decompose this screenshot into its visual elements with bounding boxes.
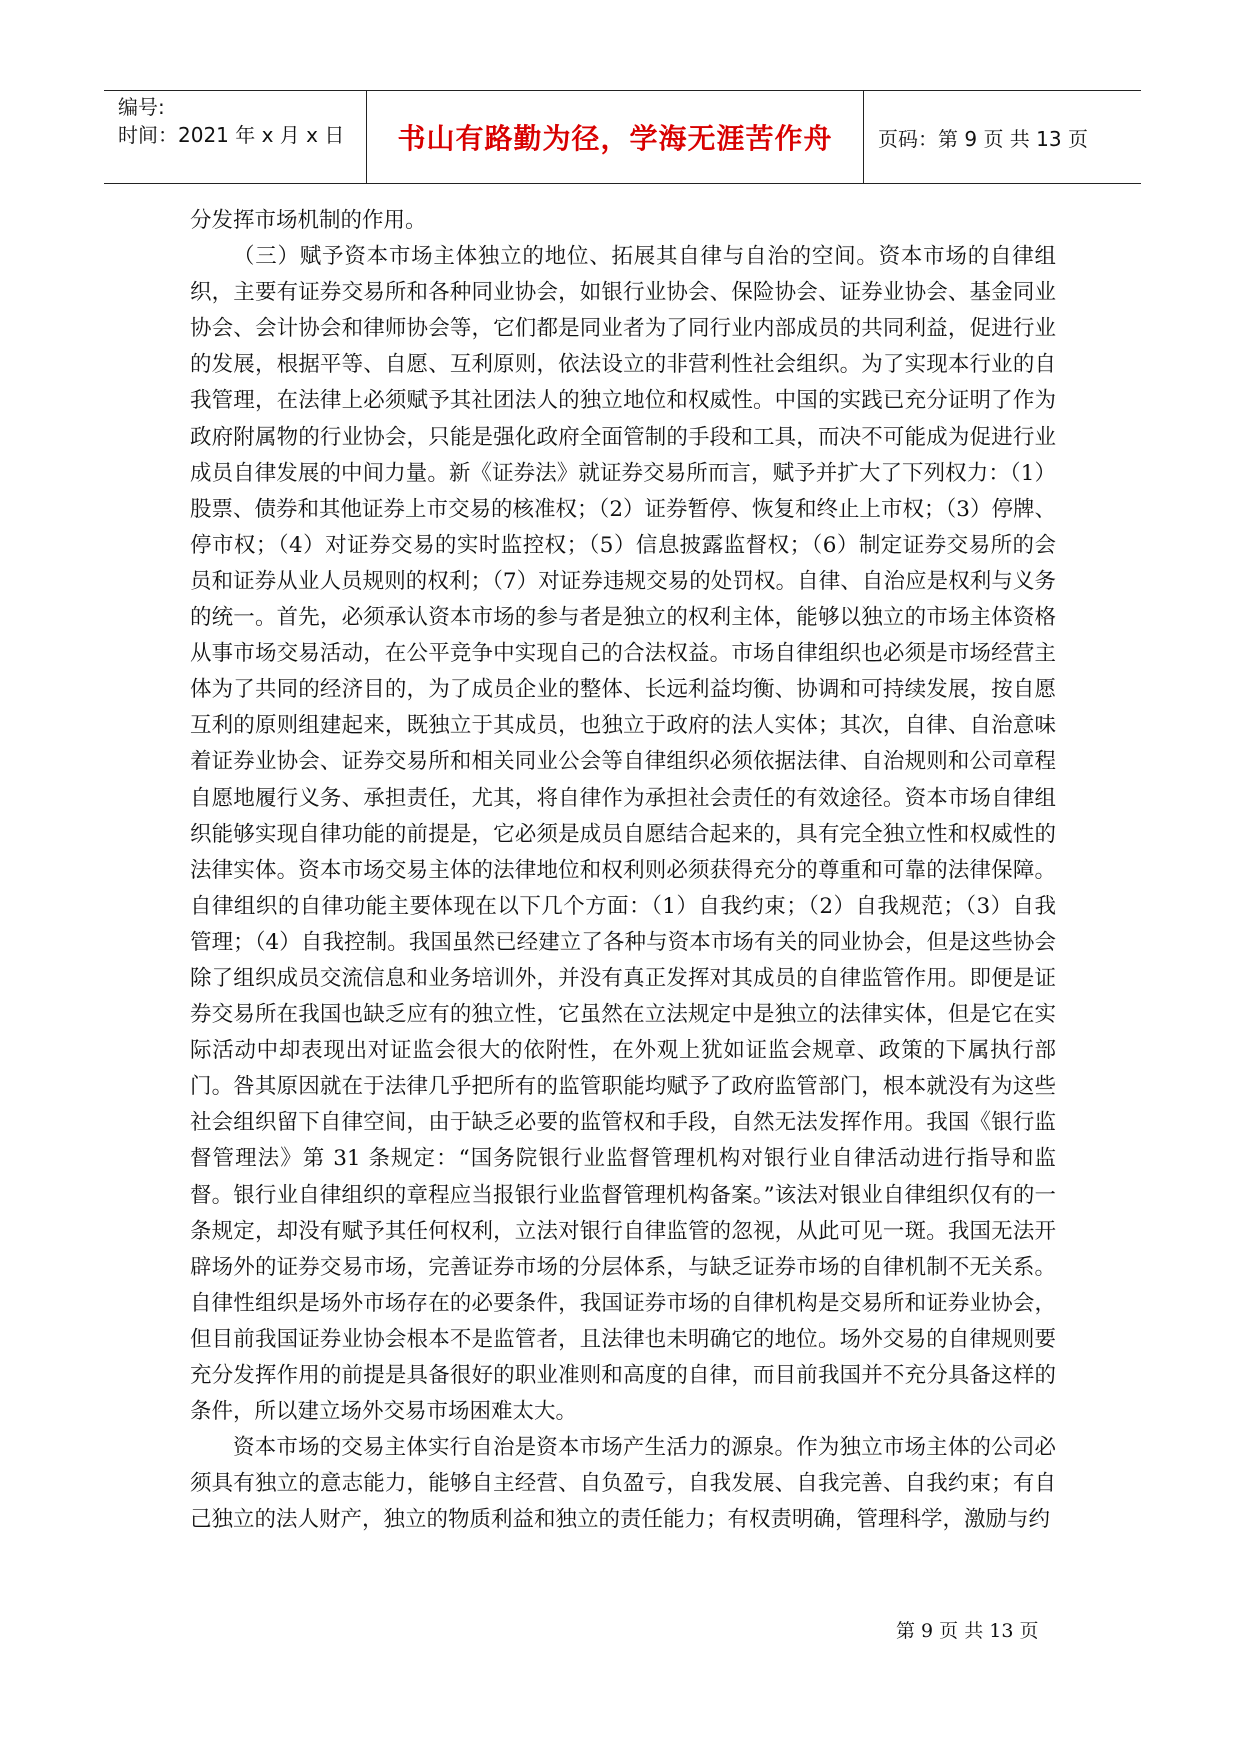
page-header	[104, 90, 1141, 184]
paragraph-1: 分发挥市场机制的作用。	[190, 208, 427, 233]
page-footer: 第 9 页 共 13 页	[896, 1620, 1039, 1642]
paragraph-3: 资本市场的交易主体实行自治是资本市场产生活力的源泉。作为独立市场主体的公司必须具有独立的意志能力，能够自主经营、自负盈亏，自我发展、自我完善、自我约束；有自己独立的法人财产，独立的物质利益和独立的责任能力；有权责明确，管理科学，激励与约	[190, 1435, 1056, 1533]
header-meta-cell	[104, 91, 367, 183]
paragraph-2: （三）赋予资本市场主体独立的地位、拓展其自律与自治的空间。资本市场的自律组织，主要有证券交易所和各种同业协会，如银行业协会、保险协会、证券业协会、基金同业协会、会计协会和律师协会等，它们都是同业者为了同行业内部成员的共同利益，促进行业的发展，根据平等、自愿、互利原则，依法设立的非营利性社会组织。为了实现本行业的自我管理，在法律上必须赋予其社团法人的独立地位和权威性。中国的实践已充分证明了作为政府附属物的行业协会，只能是强化政府全面管制的手段和工具，而决不可能成为促进行业成员自律发展的中间力量。新《证券法》就证券交易所而言，赋予并扩大了下列权力：（1）股票、债券和其他证券上市交易的核准权；（2）证券暂停、恢复和终止上市权；（3）停牌、停市权；（4）对证券交易的实时监控权；（5）信息披露监督权；（6）制定证券交易所的会员和证券从业人员规则的权利；（7）对证券违规交易的处罚权。自律、自治应是权利与义务的统一。首先，必须承认资本市场的参与者是独立的权利主体，能够以独立的市场主体资格从事市场交易活动，在公平竞争中实现自己的合法权益。市场自律组织也必须是市场经营主体为了共同的经济目的，为了成员企业的整体、长远利益均衡、协调和可持续发展，按自愿互利的原则组建起来，既独立于其成员，也独立于政府的法人实体；其次，自律、自治意味着证券业协会、证券交易所和相关同业公会等自律组织必须依据法律、自治规则和公司章程自愿地履行义务、承担责任，尤其，将自律作为承担社会责任的有效途径。资本市场自律组织能够实现自律功能的前提是，它必须是成员自愿结合起来的，具有完全独立性和权威性的法律实体。资本市场交易主体的法律地位和权利则必须获得充分的尊重和可靠的法律保障。自律组织的自律功能主要体现在以下几个方面：（1）自我约束；（2）自我规范；（3）自我管理；（4）自我控制。我国虽然已经建立了各种与资本市场有关的同业协会，但是这些协会除了组织成员交流信息和业务培训外，并没有真正发挥对其成员的自律监管作用。即便是证券交易所在我国也缺乏应有的独立性，它虽然在立法规定中是独立的法律实体，但是它在实际活动中却表现出对证监会很大的依附性，在外观上犹如证监会规章、政策的下属执行部门。咎其原因就在于法律几乎把所有的监管职能均赋予了政府监管部门，根本就没有为这些社会组织留下自律空间，由于缺乏必要的监管权和手段，自然无法发挥作用。我国《银行监督管理法》第 31 条规定：“国务院银行业监督管理机构对银行业自律活动进行指导和监督。银行业自律组织的章程应当报银行业监督管理机构备案。”该法对银业自律组织仅有的一条规定，却没有赋予其任何权利，立法对银行自律监管的忽视，从此可见一斑。我国无法开辟场外的证券交易市场，完善证券市场的分层体系，与缺乏证券市场的自律机制不无关系。自律性组织是场外市场存在的必要条件，我国证券市场的自律机构是交易所和证券业协会，但目前我国证券业协会根本不是监管者，且法律也未明确它的地位。场外交易的自律规则要充分发挥作用的前提是具备很好的职业准则和高度的自律，而目前我国并不充分具备这样的条件，所以建立场外交易市场困难太大。	[190, 244, 1056, 1425]
document-time-label: 时间：2021 年 x 月 x 日	[118, 123, 345, 147]
document-body	[190, 203, 1056, 1538]
document-number-label: 编号:	[118, 95, 165, 119]
header-motto: 书山有路勤为径，学海无涯苦作舟	[367, 91, 864, 183]
header-page-label: 页码：第 9 页 共 13 页	[878, 126, 1088, 151]
